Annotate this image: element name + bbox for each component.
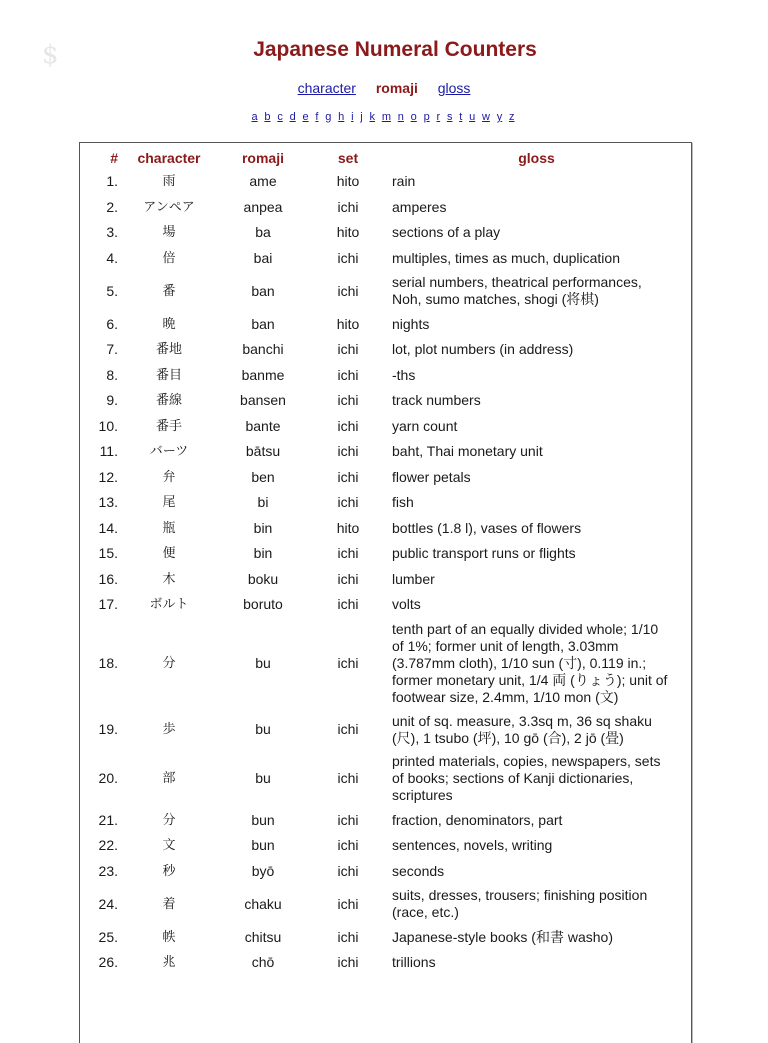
row-gloss [382,709,691,749]
gloss-line: serial numbers, theatrical performances, [392,274,642,291]
table-row [80,709,691,749]
row-set: ichi [337,811,359,828]
row-gloss [382,617,691,709]
row-romaji: bansen [240,392,286,409]
table-row [80,413,691,439]
row-romaji: banchi [242,341,284,358]
gloss-line: of books; sections of Kanji dictionaries, [392,770,634,787]
row-romaji: ame [249,173,277,190]
row-set: ichi [337,494,359,511]
row-set: ichi [337,895,359,912]
row-character: 部 [162,771,176,787]
row-gloss [382,950,691,976]
row-character: 晩 [162,316,176,332]
letter-link-k[interactable]: k [369,111,376,123]
row-gloss [382,833,691,859]
sort-by-gloss-link[interactable]: gloss [437,80,471,96]
row-number: 7. [106,341,118,358]
row-gloss [382,884,691,924]
row-character: 秒 [162,863,176,879]
row-romaji: ban [251,315,275,332]
row-character: 瓶 [162,520,176,536]
letter-link-o[interactable]: o [410,111,417,123]
counters-table-box [79,142,692,1043]
row-number: 25. [98,928,118,945]
row-character: 木 [162,571,176,587]
letter-link-c[interactable]: c [277,111,283,123]
gloss-line: scriptures [392,787,453,804]
row-set: ichi [337,282,359,299]
row-gloss [382,195,691,221]
gloss-line: suits, dresses, trousers; finishing position [392,887,648,904]
row-character: 雨 [162,174,176,190]
letter-link-h[interactable]: h [338,111,345,123]
page-title: Japanese Numeral Counters [253,38,537,61]
sort-by-character-link[interactable]: character [297,80,356,96]
row-number: 14. [98,519,118,536]
row-character: 番 [162,283,176,299]
gloss-line: (race, etc.) [392,904,459,921]
counters-table [80,147,691,975]
row-set: ichi [337,770,359,787]
row-romaji: bu [255,654,271,671]
row-gloss [382,271,691,311]
table-row [80,195,691,221]
row-number: 11. [99,443,118,460]
row-number: 6. [106,315,118,332]
row-number: 8. [106,366,118,383]
letter-link-i[interactable]: i [351,111,354,123]
table-row [80,924,691,950]
row-number: 22. [98,837,118,854]
letter-link-p[interactable]: p [423,111,430,123]
row-gloss [382,220,691,246]
gloss-line: amperes [392,198,447,215]
gloss-line: baht, Thai monetary unit [392,443,543,460]
header-set: set [337,150,359,166]
row-set: ichi [337,341,359,358]
row-character: 便 [162,546,176,562]
row-romaji: bai [253,249,273,266]
row-gloss [382,464,691,490]
row-set: ichi [337,366,359,383]
table-row [80,169,691,195]
table-row [80,592,691,618]
row-set: ichi [337,928,359,945]
row-character: 弁 [162,469,176,485]
gloss-line: yarn count [392,417,458,434]
table-row [80,362,691,388]
row-gloss [382,541,691,567]
row-set: ichi [337,837,359,854]
table-row [80,858,691,884]
row-number: 9. [106,392,118,409]
table-row [80,490,691,516]
row-romaji: ben [251,468,275,485]
gloss-line: fish [392,494,414,511]
row-number: 21. [98,811,118,828]
row-set: ichi [337,596,359,613]
row-character: 尾 [162,495,176,511]
row-number: 20. [98,770,118,787]
row-romaji: bi [257,494,269,511]
gloss-line: printed materials, copies, newspapers, sets [392,753,661,770]
gloss-line: lumber [392,570,435,587]
row-romaji: chaku [244,895,282,912]
letter-link-t[interactable]: t [459,111,463,123]
gloss-line: Japanese-style books (和書 washo) [392,928,613,945]
row-romaji: bin [253,545,273,562]
table-header-row [80,147,691,169]
row-set: hito [336,519,360,536]
row-number: 19. [98,721,118,738]
table-row [80,311,691,337]
gloss-line: flower petals [392,468,471,485]
row-character: 文 [162,838,176,854]
row-set: hito [336,315,360,332]
row-set: ichi [337,862,359,879]
gloss-line: footwear size, 2.4mm, 1/10 mon (文) [392,688,619,705]
sort-by-romaji-current: romaji [375,80,418,96]
row-set: ichi [337,954,359,971]
row-gloss [382,515,691,541]
row-set: ichi [337,654,359,671]
table-row [80,541,691,567]
row-gloss [382,169,691,195]
row-number: 17. [98,596,118,613]
row-number: 16. [98,570,118,587]
letter-link-g[interactable]: g [325,111,332,123]
row-set: ichi [337,392,359,409]
row-gloss [382,566,691,592]
row-gloss [382,246,691,272]
row-number: 24. [98,895,118,912]
row-gloss [382,807,691,833]
table-row [80,337,691,363]
letter-link-d[interactable]: d [289,111,296,123]
gloss-line: seconds [392,862,445,879]
row-romaji: banme [241,366,285,383]
row-gloss [382,592,691,618]
row-romaji: bātsu [245,443,281,460]
row-character: 番地 [155,342,182,358]
table-row [80,950,691,976]
table-row [80,566,691,592]
letter-link-u[interactable]: u [469,111,476,123]
row-romaji: bu [255,721,271,738]
gloss-line: multiples, times as much, duplication [392,249,620,266]
row-set: ichi [337,468,359,485]
row-set: ichi [337,570,359,587]
table-row [80,439,691,465]
row-gloss [382,750,691,808]
letter-link-y[interactable]: y [496,111,503,123]
row-character: 分 [162,655,176,671]
row-number: 15. [98,545,118,562]
row-romaji: ba [255,224,271,241]
letter-link-f[interactable]: f [315,111,319,123]
table-row [80,807,691,833]
row-character: 番目 [155,367,182,383]
row-romaji: boku [247,570,279,587]
row-set: ichi [337,443,359,460]
row-number: 26. [98,954,118,971]
row-character: 分 [162,812,176,828]
letter-link-s[interactable]: s [446,111,453,123]
row-romaji: bu [255,770,271,787]
row-character: 倍 [162,250,176,266]
gloss-line: rain [392,173,416,190]
row-gloss [382,413,691,439]
gloss-line: unit of sq. measure, 3.3sq m, 36 sq shaku [392,712,652,729]
header-romaji: romaji [241,150,284,166]
gloss-line: volts [392,596,421,613]
table-row [80,515,691,541]
row-character: 帙 [162,929,176,945]
table-row [80,246,691,272]
row-number: 18. [98,654,118,671]
table-row [80,884,691,924]
row-number: 23. [98,862,118,879]
sort-nav [0,80,768,96]
row-character: ボルト [149,597,189,613]
gloss-line: sentences, novels, writing [392,837,553,854]
row-number: 3. [106,224,118,241]
row-number: 5. [106,282,118,299]
table-row [80,388,691,414]
gloss-line: bottles (1.8 l), vases of flowers [392,519,582,536]
letter-link-b[interactable]: b [264,111,271,123]
letter-link-r[interactable]: r [436,111,441,123]
letter-link-j[interactable]: j [360,111,363,123]
row-set: hito [336,224,360,241]
gloss-line: sections of a play [392,224,501,241]
row-number: 4. [106,249,118,266]
row-character: 番手 [155,418,182,434]
gloss-line: lot, plot numbers (in address) [392,341,574,358]
row-character: バーツ [149,444,189,460]
row-set: ichi [337,198,359,215]
row-romaji: byō [251,862,275,879]
table-row [80,617,691,709]
letter-link-e[interactable]: e [302,111,309,123]
table-row [80,271,691,311]
row-number: 10. [98,417,118,434]
gloss-line: (3.787mm cloth), 1/10 sun (寸), 0.119 in.; [392,654,647,671]
gloss-line: (尺), 1 tsubo (坪), 10 gō (合), 2 jō (畳) [392,729,624,746]
table-row [80,464,691,490]
gloss-line: nights [392,315,430,332]
row-romaji: anpea [243,198,283,215]
row-gloss [382,362,691,388]
row-gloss [382,337,691,363]
row-number: 2. [106,198,118,215]
row-set: ichi [337,417,359,434]
row-gloss [382,439,691,465]
header-gloss: gloss [518,150,555,166]
header-character: character [137,150,201,166]
letter-link-z[interactable]: z [508,111,515,123]
gloss-line: tenth part of an equally divided whole; 1/10 [392,620,659,637]
row-character: 場 [162,225,176,241]
row-gloss [382,490,691,516]
table-row [80,220,691,246]
row-gloss [382,924,691,950]
table-row [80,833,691,859]
gloss-line: fraction, denominators, part [392,811,563,828]
row-romaji: bun [251,811,275,828]
row-set: ichi [337,545,359,562]
table-row [80,750,691,808]
letter-link-n[interactable]: n [397,111,404,123]
row-character: 着 [162,896,176,912]
header-number: # [110,150,118,166]
gloss-line: public transport runs or flights [392,545,576,562]
row-character: アンペア [143,199,195,215]
gloss-line: former monetary unit, 1/4 両 (りょう); unit of [392,671,668,688]
row-set: ichi [337,721,359,738]
row-gloss [382,388,691,414]
row-romaji: chitsu [244,928,282,945]
row-romaji: chō [251,954,275,971]
row-number: 12. [98,468,118,485]
row-romaji: ban [251,282,275,299]
row-romaji: bin [253,519,273,536]
gloss-line: -ths [392,366,416,383]
row-gloss [382,311,691,337]
row-gloss [382,858,691,884]
letter-link-m[interactable]: m [381,111,391,123]
row-number: 13. [98,494,118,511]
site-logo-icon: $ [42,40,59,70]
row-character: 番線 [155,393,182,409]
row-set: ichi [337,249,359,266]
gloss-line: track numbers [392,392,481,409]
gloss-line: of 1%; former unit of length, 3.03mm [392,637,619,654]
row-romaji: bun [251,837,275,854]
row-romaji: bante [245,417,281,434]
letter-link-a[interactable]: a [251,111,258,123]
row-number: 1. [106,173,118,190]
row-character: 歩 [162,722,176,738]
row-romaji: boruto [243,596,283,613]
letter-link-w[interactable]: w [481,111,490,123]
row-set: hito [336,173,360,190]
row-character: 兆 [162,955,176,971]
letter-index [0,111,766,123]
gloss-line: trillions [392,954,436,971]
gloss-line: Noh, sumo matches, shogi (将棋) [392,291,599,308]
